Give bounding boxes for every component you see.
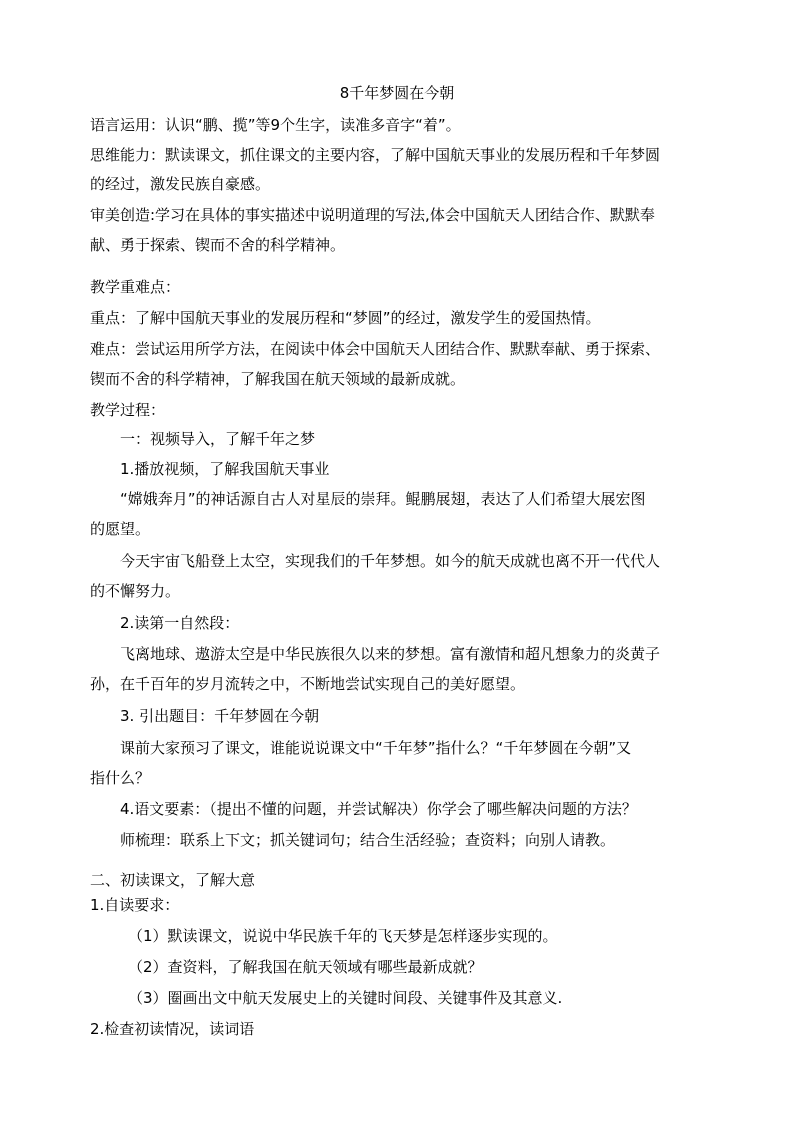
part2-requirements-heading: 1.自读要求： [90,896,180,914]
part1-paragraph3-line1: 飞离地球、遨游太空是中华民族很久以来的梦想。富有激情和超凡想象力的炎黄子 [120,645,661,663]
part1-step4: 4.语文要素：（提出不懂的问题，并尝试解决）你学会了哪些解决问题的方法？ [120,800,637,818]
key-point: 重点：了解中国航天事业的发展历程和“梦圆”的经过，激发学生的爱国热情。 [90,309,601,327]
objective-thinking-line2: 的经过，激发民族自豪感。 [90,175,271,193]
part1-paragraph2-line2: 的不懈努力。 [90,582,181,600]
objective-language: 语言运用：认识“鹏、揽”等9个生字，读准多音字“着”。 [90,116,461,134]
part2-requirement1: （1）默读课文，说说中华民族千年的飞天梦是怎样逐步实现的。 [128,927,558,945]
part1-paragraph2-line1: 今天宇宙飞船登上太空，实现我们的千年梦想。如今的航天成就也离不开一代代人 [120,552,661,570]
part2-requirement3: （3）圈画出文中航天发展史上的关键时间段、关键事件及其意义. [128,989,563,1007]
objective-aesthetic-line2: 献、勇于探索、锲而不舍的科学精神。 [90,236,346,254]
part2-requirement2: （2）查资料，了解我国在航天领域有哪些最新成就？ [128,958,483,976]
part2-heading: 二、初读课文，了解大意 [90,871,256,889]
objective-aesthetic-line1: 审美创造:学习在具体的事实描述中说明道理的写法,体会中国航天人团结合作、默默奉 [90,206,655,224]
lesson-title: 8千年梦圆在今朝 [339,84,455,102]
process-heading: 教学过程： [90,401,166,419]
part1-step1: 1.播放视频，了解我国航天事业 [120,460,330,478]
objective-thinking-line1: 思维能力：默读课文，抓住课文的主要内容，了解中国航天事业的发展历程和千年梦圆 [90,146,661,164]
part1-paragraph4-line2: 指什么？ [90,769,151,787]
part1-paragraph1-line2: 的愿望。 [90,520,151,538]
part1-summary: 师梳理：联系上下文；抓关键词句；结合生活经验；查资料；向别人请教。 [120,831,616,849]
part1-paragraph3-line2: 孙，在千百年的岁月流转之中，不断地尝试实现自己的美好愿望。 [90,675,526,693]
part1-heading: 一：视频导入，了解千年之梦 [120,430,316,448]
part1-step2: 2.读第一自然段： [120,614,240,632]
part2-check: 2.检查初读情况，读词语 [90,1020,255,1038]
part1-step3: 3. 引出题目：千年梦圆在今朝 [120,707,320,725]
difficult-point-line1: 难点：尝试运用所学方法，在阅读中体会中国航天人团结合作、默默奉献、勇于探索、 [90,340,661,358]
part1-paragraph1-line1: “嫦娥奔月”的神话源自古人对星辰的崇拜。鲲鹏展翅，表达了人们希望大展宏图 [120,490,646,508]
part1-paragraph4-line1: 课前大家预习了课文，谁能说说课文中“千年梦”指什么？“千年梦圆在今朝”又 [120,739,632,757]
key-points-heading: 教学重难点： [90,278,181,296]
difficult-point-line2: 锲而不舍的科学精神，了解我国在航天领域的最新成就。 [90,370,466,388]
